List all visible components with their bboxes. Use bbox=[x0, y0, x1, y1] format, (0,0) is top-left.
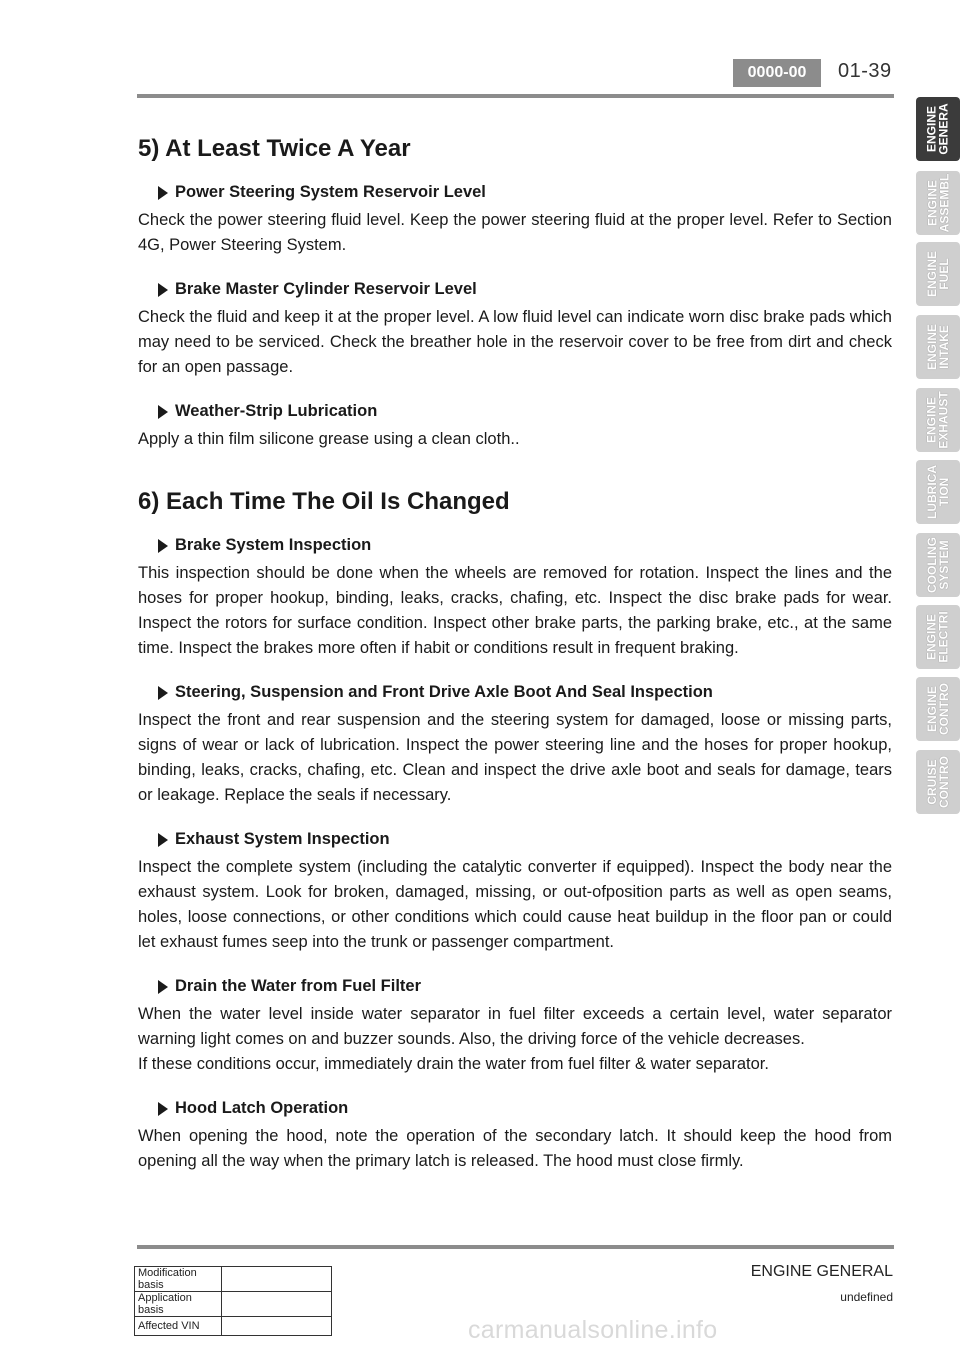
tab-lubrication[interactable] bbox=[916, 460, 960, 524]
tab-label: ENGINE GENERA bbox=[925, 103, 951, 155]
tab-label: ENGINE ELECTRI bbox=[925, 611, 951, 663]
bullet-triangle-icon bbox=[158, 1102, 168, 1116]
item-heading: Weather-Strip Lubrication bbox=[175, 402, 378, 420]
bullet-triangle-icon bbox=[158, 686, 168, 700]
item-paragraph: When the water level inside water separator in fuel filter exceeds a certain level, water separator warning light comes on and buzzer sounds. Also, the driving force of the vehicle decreases. bbox=[138, 1005, 892, 1048]
item-drain-water bbox=[138, 977, 892, 1077]
tab-label: COOLING SYSTEM bbox=[925, 537, 951, 593]
footer-rule bbox=[137, 1245, 894, 1249]
tab-label: ENGINE FUEL bbox=[925, 250, 952, 298]
table-value bbox=[222, 1317, 332, 1336]
table-value bbox=[222, 1267, 332, 1292]
bullet-triangle-icon bbox=[158, 405, 168, 419]
document-body bbox=[138, 130, 892, 1174]
bullet-triangle-icon bbox=[158, 980, 168, 994]
tab-cruise-control[interactable] bbox=[916, 750, 960, 814]
header-rule bbox=[137, 94, 894, 98]
tab-engine-general[interactable] bbox=[916, 97, 960, 161]
item-paragraph: Check the fluid and keep it at the proper level. A low fluid level can indicate worn disc brake pads which may need to be serviced. Check the breather hole in the reservoir cover to be free from dirt and check for an open passage. bbox=[138, 308, 892, 376]
tab-label: ENGINE CONTRO bbox=[925, 683, 951, 735]
table-value bbox=[222, 1292, 332, 1317]
tab-engine-exhaust[interactable] bbox=[916, 388, 960, 452]
table-row bbox=[135, 1267, 332, 1292]
item-heading: Exhaust System Inspection bbox=[175, 830, 390, 848]
tab-engine-assembly[interactable] bbox=[916, 171, 960, 235]
section-title-twice-a-year: 5) At Least Twice A Year bbox=[138, 135, 411, 162]
item-heading: Brake Master Cylinder Reservoir Level bbox=[175, 280, 477, 298]
modification-table bbox=[134, 1266, 332, 1336]
bullet-triangle-icon bbox=[158, 833, 168, 847]
tab-label: LUBRICA TION bbox=[925, 465, 951, 519]
bullet-triangle-icon bbox=[158, 186, 168, 200]
table-row bbox=[135, 1317, 332, 1336]
tab-engine-control[interactable] bbox=[916, 677, 960, 741]
footer-subtitle: undefined bbox=[840, 1290, 893, 1304]
item-paragraph: Check the power steering fluid level. Keep the power steering fluid at the proper level. Refer to Section 4G, Power Steering System. bbox=[138, 211, 892, 254]
item-paragraph: This inspection should be done when the wheels are removed for rotation. Inspect the lines and the hoses for proper hookup, binding, leaks, cracks, chafing, etc. Inspect the disc brake pads for wear. Inspect the rotors for surface condition. Inspect other brake parts, the parking brake, etc., at the same time. Inspect the brakes more often if habit or conditions result in frequent braking. bbox=[138, 564, 892, 657]
item-exhaust-system bbox=[138, 830, 892, 955]
item-heading: Brake System Inspection bbox=[175, 536, 372, 554]
section-code-badge: 0000-00 bbox=[733, 59, 821, 87]
item-weather-strip bbox=[138, 402, 892, 452]
item-heading: Drain the Water from Fuel Filter bbox=[175, 977, 422, 995]
footer-title: ENGINE GENERAL bbox=[750, 1263, 893, 1280]
bullet-triangle-icon bbox=[158, 539, 168, 553]
item-paragraph: Inspect the front and rear suspension and the steering system for damaged, loose or missing parts, signs of wear or lack of lubrication. Inspect the power steering line and the hoses for proper hookup, binding, leaks, cracks, chafing, etc. Clean and inspect the drive axle boot and seals for damage, tears or leakage. Replace the seals if necessary. bbox=[138, 711, 892, 804]
table-label: Application basis bbox=[135, 1292, 222, 1317]
item-heading: Steering, Suspension and Front Drive Axle Boot And Seal Inspection bbox=[175, 683, 713, 701]
item-steering-suspension bbox=[138, 683, 892, 808]
tab-label: ENGINE EXHAUST bbox=[925, 391, 951, 449]
item-heading: Power Steering System Reservoir Level bbox=[175, 183, 486, 201]
tab-engine-fuel[interactable] bbox=[916, 242, 960, 306]
item-heading: Hood Latch Operation bbox=[175, 1099, 349, 1117]
tab-label: CRUISE CONTRO bbox=[925, 756, 951, 808]
tab-cooling-system[interactable] bbox=[916, 533, 960, 597]
table-row bbox=[135, 1292, 332, 1317]
watermark: carmanualsonline.info bbox=[468, 1316, 718, 1344]
table-label: Affected VIN bbox=[135, 1317, 222, 1336]
tab-engine-electrical[interactable] bbox=[916, 605, 960, 669]
page-number: 01-39 bbox=[838, 60, 892, 82]
bullet-triangle-icon bbox=[158, 283, 168, 297]
item-power-steering bbox=[138, 183, 892, 258]
table-label: Modification basis bbox=[135, 1267, 222, 1292]
item-paragraph: If these conditions occur, immediately drain the water from fuel filter & water separator. bbox=[138, 1055, 769, 1073]
tab-label: ENGINE INTAKE bbox=[925, 323, 952, 371]
item-paragraph: When opening the hood, note the operation of the secondary latch. It should keep the hood from opening all the way when the primary latch is released. The hood must close firmly. bbox=[138, 1127, 892, 1170]
tab-label: ENGINE ASSEMBL bbox=[925, 173, 952, 233]
item-hood-latch bbox=[138, 1099, 892, 1174]
item-brake-system bbox=[138, 536, 892, 661]
item-paragraph: Inspect the complete system (including the catalytic converter if equipped). Inspect the body near the exhaust system. Look for broken, damaged, missing, or out-ofposition parts as well as open seams, holes, loose connections, or other conditions which could cause heat buildup in the floor pan or could let exhaust fumes seep into the trunk or passenger compartment. bbox=[138, 858, 892, 951]
item-paragraph: Apply a thin film silicone grease using a clean cloth.. bbox=[138, 430, 520, 448]
section-title-oil-changed: 6) Each Time The Oil Is Changed bbox=[138, 488, 510, 515]
tab-engine-intake[interactable] bbox=[916, 315, 960, 379]
item-brake-master-cylinder bbox=[138, 280, 892, 380]
